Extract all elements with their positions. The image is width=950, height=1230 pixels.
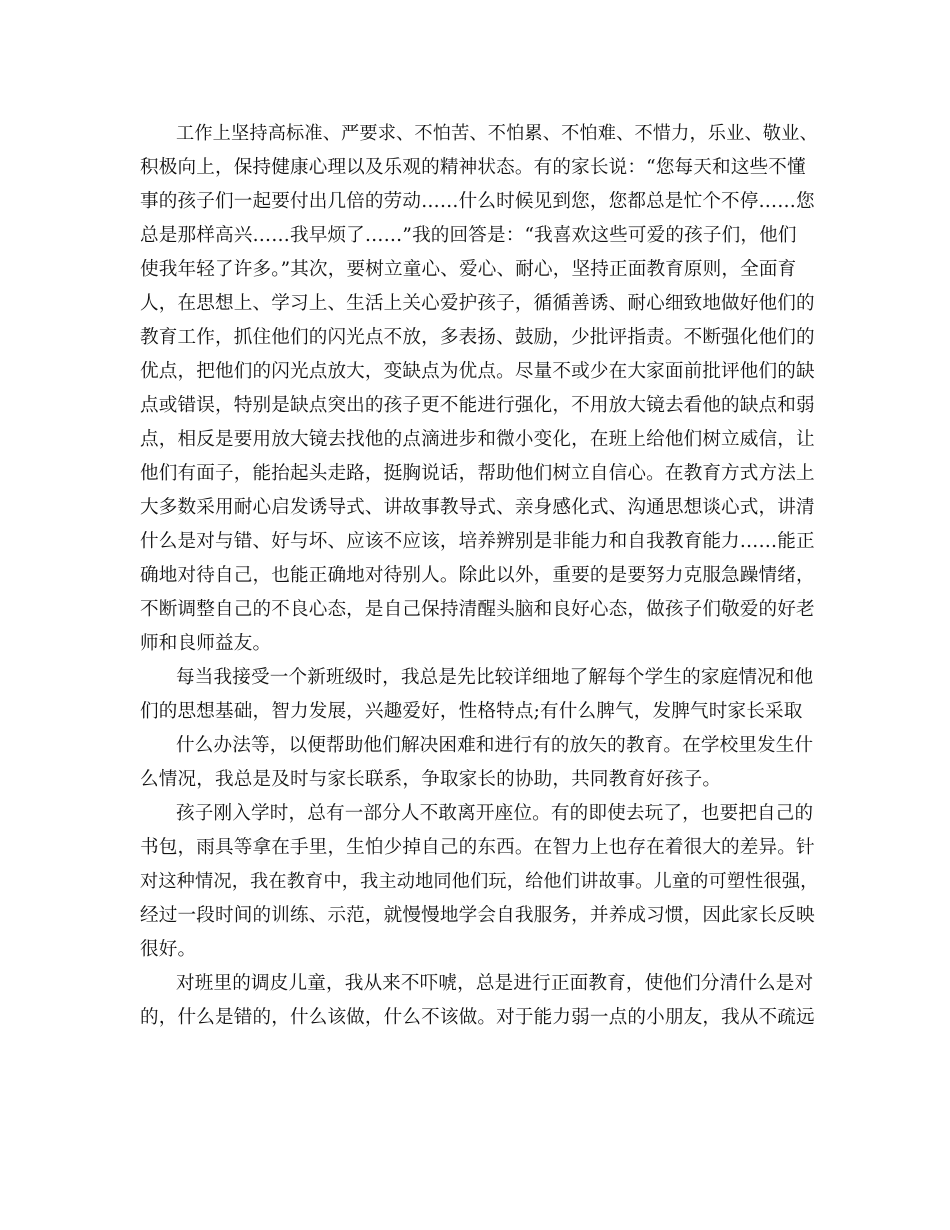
text-line: 确地对待自己，也能正确地对待别人。除此以外，重要的是要努力克服急躁情绪，	[140, 565, 815, 586]
text-line: 使我年轻了许多。”其次，要树立童心、爱心、耐心，坚持正面教育原则，全面育	[140, 259, 797, 280]
text-line: 什么是对与错、好与坏、应该不应该，培养辨别是非能力和自我教育能力……能正	[140, 531, 815, 552]
text-line: 点或错误，特别是缺点突出的孩子更不能进行强化，不用放大镜去看他的缺点和弱	[140, 395, 815, 416]
text-line: 师和良师益友。	[140, 633, 272, 654]
text-line: 么情况，我总是及时与家长联系，争取家长的协助，共同教育好孩子。	[140, 769, 722, 790]
text-line: 每当我接受一个新班级时，我总是先比较详细地了解每个学生的家庭情况和他	[176, 667, 814, 688]
text-line: 教育工作，抓住他们的闪光点不放，多表扬、鼓励，少批评指责。不断强化他们的	[140, 327, 815, 348]
text-line: 对班里的调皮儿童，我从来不吓唬，总是进行正面教育，使他们分清什么是对	[176, 973, 814, 994]
text-line: 大多数采用耐心启发诱导式、讲故事教导式、亲身感化式、沟通思想谈心式，讲清	[140, 497, 815, 518]
text-line: 他们有面子，能抬起头走路，挺胸说话，帮助他们树立自信心。在教育方式方法上	[140, 463, 815, 484]
text-line: 人，在思想上、学习上、生活上关心爱护孩子，循循善诱、耐心细致地做好他们的	[140, 293, 815, 314]
text-line: 总是那样高兴……我早烦了……”我的回答是：“我喜欢这些可爱的孩子们，他们	[140, 225, 797, 246]
text-line: 什么办法等，以便帮助他们解决困难和进行有的放矢的教育。在学校里发生什	[176, 735, 814, 756]
text-line: 书包，雨具等拿在手里，生怕少掉自己的东西。在智力上也存在着很大的差异。针	[140, 837, 815, 858]
text-line: 工作上坚持高标准、严要求、不怕苦、不怕累、不怕难、不惜力，乐业、敬业、	[176, 123, 818, 144]
text-line: 不断调整自己的不良心态，是自己保持清醒头脑和良好心态，做孩子们敬爱的好老	[140, 599, 815, 620]
text-line: 的，什么是错的，什么该做，什么不该做。对于能力弱一点的小朋友，我从不疏远	[140, 1007, 815, 1028]
text-line: 们的思想基础，智力发展，兴趣爱好，性格特点;有什么脾气，发脾气时家长采取	[140, 701, 803, 722]
text-line: 很好。	[140, 939, 197, 960]
text-line: 事的孩子们一起要付出几倍的劳动……什么时候见到您，您都总是忙个不停……您	[140, 191, 815, 212]
text-line: 点，相反是要用放大镜去找他的点滴进步和微小变化，在班上给他们树立威信，让	[140, 429, 815, 450]
text-line: 积极向上，保持健康心理以及乐观的精神状态。有的家长说：“您每天和这些不懂	[140, 157, 806, 178]
text-line: 对这种情况，我在教育中，我主动地同他们玩，给他们讲故事。儿童的可塑性很强，	[140, 871, 819, 892]
text-line: 孩子刚入学时，总有一部分人不敢离开座位。有的即使去玩了，也要把自己的	[176, 803, 814, 824]
text-line: 优点，把他们的闪光点放大，变缺点为优点。尽量不或少在大家面前批评他们的缺	[140, 361, 815, 382]
text-line: 经过一段时间的训练、示范，就慢慢地学会自我服务，并养成习惯，因此家长反映	[140, 905, 815, 926]
